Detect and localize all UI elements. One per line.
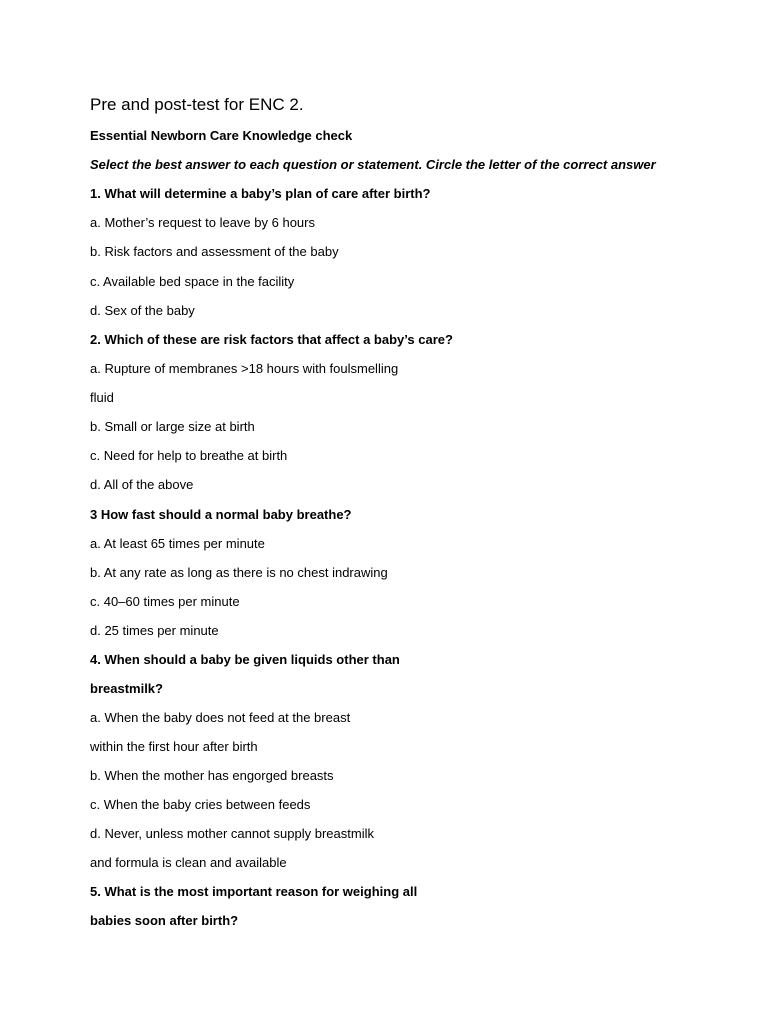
document-subtitle: Essential Newborn Care Knowledge check (90, 128, 353, 143)
option-3a: a. At least 65 times per minute (90, 536, 265, 551)
option-3c: c. 40–60 times per minute (90, 594, 240, 609)
option-4d-line1: d. Never, unless mother cannot supply breastmilk (90, 826, 374, 841)
option-1c: c. Available bed space in the facility (90, 274, 295, 289)
question-1: 1. What will determine a baby’s plan of care after birth? (90, 186, 431, 201)
option-1d: d. Sex of the baby (90, 303, 195, 318)
question-4-line2: breastmilk? (90, 681, 163, 696)
option-4a-line1: a. When the baby does not feed at the breast (90, 710, 351, 725)
option-4d-line2: and formula is clean and available (90, 855, 287, 870)
question-4-line1: 4. When should a baby be given liquids other than (90, 652, 400, 667)
option-3d: d. 25 times per minute (90, 623, 219, 638)
option-2a-line2: fluid (90, 390, 114, 405)
option-4b: b. When the mother has engorged breasts (90, 768, 334, 783)
option-1b: b. Risk factors and assessment of the baby (90, 244, 339, 259)
question-5-line1: 5. What is the most important reason for weighing all (90, 884, 418, 899)
option-2c: c. Need for help to breathe at birth (90, 448, 288, 463)
option-2d: d. All of the above (90, 477, 194, 492)
question-5-line2: babies soon after birth? (90, 913, 239, 928)
instructions-text: Select the best answer to each question or statement. Circle the letter of the correct answer (90, 157, 656, 172)
option-4c: c. When the baby cries between feeds (90, 797, 311, 812)
option-2a-line1: a. Rupture of membranes >18 hours with foulsmelling (90, 361, 399, 376)
option-2b: b. Small or large size at birth (90, 419, 255, 434)
option-1a: a. Mother’s request to leave by 6 hours (90, 215, 315, 230)
question-3: 3 How fast should a normal baby breathe? (90, 507, 352, 522)
option-4a-line2: within the first hour after birth (90, 739, 258, 754)
option-3b: b. At any rate as long as there is no chest indrawing (90, 565, 388, 580)
page-title: Pre and post-test for ENC 2. (90, 95, 304, 114)
question-2: 2. Which of these are risk factors that affect a baby’s care? (90, 332, 453, 347)
